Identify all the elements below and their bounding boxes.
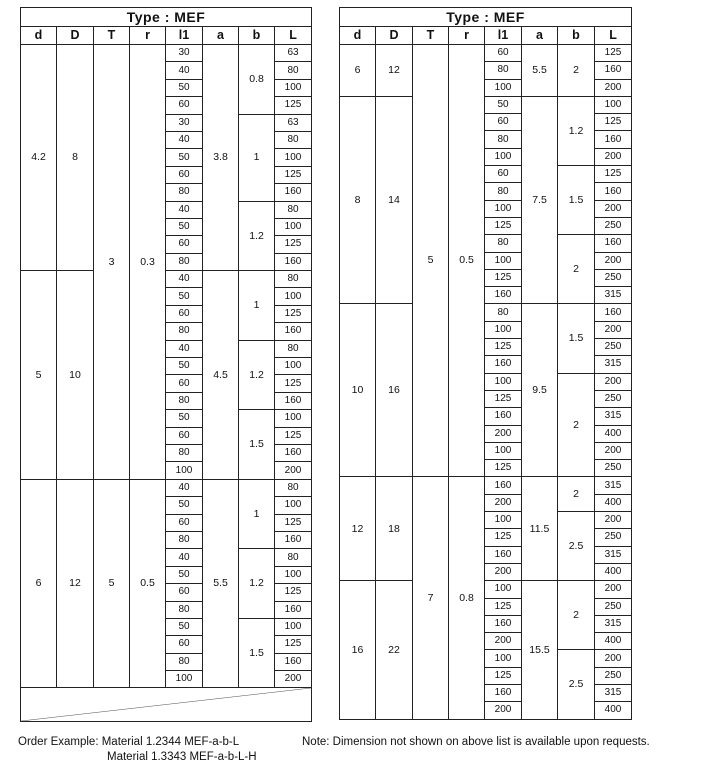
cell-b: 1 xyxy=(239,114,275,201)
cell-L: 250 xyxy=(595,217,632,234)
cell-d: 5 xyxy=(21,271,57,480)
cell-l1: 40 xyxy=(166,479,203,496)
column-header-a: a xyxy=(522,27,558,45)
table-row xyxy=(340,477,632,494)
cell-L: 125 xyxy=(275,305,312,322)
cell-L: 200 xyxy=(595,442,632,459)
cell-l1: 50 xyxy=(166,288,203,305)
cell-l1: 80 xyxy=(166,392,203,409)
cell-L: 250 xyxy=(595,269,632,286)
cell-L: 100 xyxy=(275,566,312,583)
cell-D: 10 xyxy=(57,271,94,480)
cell-d: 12 xyxy=(340,477,376,581)
cell-l1: 60 xyxy=(166,427,203,444)
cell-r: 0.8 xyxy=(449,477,485,719)
cell-l1: 200 xyxy=(485,633,522,650)
cell-l1: 80 xyxy=(166,601,203,618)
cell-L: 80 xyxy=(275,479,312,496)
cell-l1: 125 xyxy=(485,667,522,684)
column-header-a: a xyxy=(203,27,239,45)
cell-L: 100 xyxy=(595,96,632,113)
cell-L: 100 xyxy=(275,79,312,96)
cell-l1: 40 xyxy=(166,201,203,218)
cell-l1: 80 xyxy=(485,304,522,321)
cell-L: 160 xyxy=(275,253,312,270)
cell-l1: 60 xyxy=(166,236,203,253)
cell-l1: 80 xyxy=(166,323,203,340)
cell-l1: 30 xyxy=(166,45,203,62)
cell-l1: 160 xyxy=(485,615,522,632)
cell-l1: 125 xyxy=(485,460,522,477)
cell-l1: 80 xyxy=(485,183,522,200)
cell-l1: 160 xyxy=(485,356,522,373)
column-header-l1: l1 xyxy=(485,27,522,45)
cell-d: 10 xyxy=(340,304,376,477)
mef-table-left xyxy=(20,7,312,722)
cell-l1: 160 xyxy=(485,477,522,494)
cell-L: 200 xyxy=(595,148,632,165)
cell-l1: 125 xyxy=(485,390,522,407)
column-header-d: d xyxy=(340,27,376,45)
cell-b: 1 xyxy=(239,271,275,341)
cell-l1: 80 xyxy=(166,444,203,461)
cell-L: 160 xyxy=(275,392,312,409)
cell-l1: 60 xyxy=(166,584,203,601)
cell-L: 200 xyxy=(595,512,632,529)
cell-L: 125 xyxy=(275,166,312,183)
table-title: Type : MEF xyxy=(21,8,312,27)
cell-l1: 100 xyxy=(485,512,522,529)
cell-l1: 60 xyxy=(166,166,203,183)
cell-l1: 60 xyxy=(166,97,203,114)
cell-L: 100 xyxy=(275,218,312,235)
cell-l1: 80 xyxy=(166,253,203,270)
cell-b: 2.5 xyxy=(558,512,595,581)
cell-T: 5 xyxy=(413,45,449,477)
cell-L: 100 xyxy=(275,358,312,375)
cell-L: 80 xyxy=(275,340,312,357)
cell-d: 6 xyxy=(340,45,376,97)
cell-b: 1.2 xyxy=(239,340,275,410)
cell-L: 160 xyxy=(595,62,632,79)
table-row xyxy=(21,45,312,62)
cell-a: 5.5 xyxy=(203,479,239,688)
cell-l1: 125 xyxy=(485,339,522,356)
cell-l1: 80 xyxy=(485,131,522,148)
cell-l1: 160 xyxy=(485,408,522,425)
cell-d: 6 xyxy=(21,479,57,688)
column-header-l: L xyxy=(595,27,632,45)
cell-L: 315 xyxy=(595,477,632,494)
cell-l1: 40 xyxy=(166,62,203,79)
cell-L: 160 xyxy=(595,131,632,148)
column-header-d: D xyxy=(376,27,413,45)
cell-b: 2 xyxy=(558,235,595,304)
cell-b: 2 xyxy=(558,581,595,650)
table-title: Type : MEF xyxy=(340,8,632,27)
column-header-d: d xyxy=(21,27,57,45)
cell-l1: 80 xyxy=(166,184,203,201)
cell-L: 100 xyxy=(275,149,312,166)
cell-b: 1 xyxy=(239,479,275,549)
cell-l1: 100 xyxy=(485,148,522,165)
cell-l1: 200 xyxy=(485,425,522,442)
cell-L: 125 xyxy=(275,236,312,253)
cell-L: 160 xyxy=(595,235,632,252)
cell-l1: 100 xyxy=(485,373,522,390)
table-row xyxy=(21,479,312,496)
cell-l1: 80 xyxy=(485,235,522,252)
table-row xyxy=(340,45,632,62)
column-header-r: r xyxy=(130,27,166,45)
cell-l1: 160 xyxy=(485,684,522,701)
cell-l1: 100 xyxy=(485,581,522,598)
cell-L: 250 xyxy=(595,598,632,615)
cell-r: 0.5 xyxy=(449,45,485,477)
cell-d: 8 xyxy=(340,96,376,304)
cell-L: 250 xyxy=(595,390,632,407)
cell-l1: 160 xyxy=(485,287,522,304)
cell-L: 160 xyxy=(595,304,632,321)
column-header-t: T xyxy=(94,27,130,45)
cell-L: 125 xyxy=(595,45,632,62)
cell-l1: 100 xyxy=(166,462,203,479)
cell-L: 125 xyxy=(275,97,312,114)
cell-a: 7.5 xyxy=(522,96,558,304)
diagonal-line xyxy=(21,688,311,721)
cell-l1: 200 xyxy=(485,702,522,719)
cell-L: 125 xyxy=(275,375,312,392)
cell-a: 5.5 xyxy=(522,45,558,97)
cell-d: 16 xyxy=(340,581,376,719)
cell-l1: 80 xyxy=(166,653,203,670)
cell-L: 160 xyxy=(595,183,632,200)
cell-a: 4.5 xyxy=(203,271,239,480)
cell-D: 22 xyxy=(376,581,413,719)
cell-l1: 60 xyxy=(485,166,522,183)
cell-b: 1.5 xyxy=(239,410,275,480)
availability-note: Note: Dimension not shown on above list is available upon requests. xyxy=(302,736,650,748)
column-header-l1: l1 xyxy=(166,27,203,45)
cell-l1: 30 xyxy=(166,114,203,131)
cell-L: 200 xyxy=(595,200,632,217)
cell-L: 250 xyxy=(595,339,632,356)
cell-l1: 50 xyxy=(166,566,203,583)
cell-L: 160 xyxy=(275,184,312,201)
cell-b: 0.8 xyxy=(239,45,275,115)
cell-l1: 100 xyxy=(166,671,203,688)
cell-L: 125 xyxy=(275,427,312,444)
cell-l1: 60 xyxy=(166,305,203,322)
cell-l1: 50 xyxy=(166,618,203,635)
cell-L: 400 xyxy=(595,425,632,442)
cell-L: 160 xyxy=(275,531,312,548)
cell-l1: 200 xyxy=(485,563,522,580)
column-header-b: b xyxy=(558,27,595,45)
cell-l1: 80 xyxy=(166,531,203,548)
cell-L: 100 xyxy=(275,497,312,514)
table-row xyxy=(21,271,312,288)
cell-b: 1.2 xyxy=(239,549,275,619)
cell-l1: 100 xyxy=(485,442,522,459)
cell-L: 100 xyxy=(275,618,312,635)
cell-L: 400 xyxy=(595,633,632,650)
cell-L: 125 xyxy=(595,166,632,183)
cell-a: 15.5 xyxy=(522,581,558,719)
cell-L: 315 xyxy=(595,356,632,373)
cell-L: 315 xyxy=(595,408,632,425)
cell-l1: 40 xyxy=(166,131,203,148)
cell-L: 100 xyxy=(275,288,312,305)
cell-l1: 50 xyxy=(166,149,203,166)
cell-L: 125 xyxy=(275,514,312,531)
cell-L: 400 xyxy=(595,563,632,580)
cell-L: 200 xyxy=(595,79,632,96)
cell-L: 200 xyxy=(595,373,632,390)
cell-b: 1.5 xyxy=(558,166,595,235)
cell-l1: 100 xyxy=(485,252,522,269)
cell-L: 80 xyxy=(275,549,312,566)
mef-table-right xyxy=(339,7,632,720)
cell-b: 1.5 xyxy=(558,304,595,373)
cell-L: 200 xyxy=(275,671,312,688)
cell-L: 250 xyxy=(595,460,632,477)
order-example-line-1: Order Example: Material 1.2344 MEF-a-b-L xyxy=(18,736,240,748)
cell-l1: 80 xyxy=(485,62,522,79)
column-header-r: r xyxy=(449,27,485,45)
cell-L: 200 xyxy=(595,321,632,338)
order-example-line-2: Material 1.3343 MEF-a-b-L-H xyxy=(107,751,257,763)
cell-L: 400 xyxy=(595,494,632,511)
cell-T: 3 xyxy=(94,45,130,480)
cell-T: 5 xyxy=(94,479,130,688)
cell-l1: 50 xyxy=(166,79,203,96)
cell-l1: 125 xyxy=(485,269,522,286)
cell-a: 3.8 xyxy=(203,45,239,271)
cell-l1: 100 xyxy=(485,79,522,96)
cell-L: 200 xyxy=(595,252,632,269)
cell-l1: 60 xyxy=(166,375,203,392)
cell-L: 100 xyxy=(275,410,312,427)
cell-L: 200 xyxy=(595,581,632,598)
cell-b: 1.2 xyxy=(239,201,275,271)
cell-L: 63 xyxy=(275,114,312,131)
cell-b: 2 xyxy=(558,373,595,477)
cell-b: 2.5 xyxy=(558,650,595,719)
cell-L: 160 xyxy=(275,444,312,461)
cell-a: 11.5 xyxy=(522,477,558,581)
cell-D: 8 xyxy=(57,45,94,271)
cell-r: 0.5 xyxy=(130,479,166,688)
cell-L: 80 xyxy=(275,62,312,79)
cell-L: 63 xyxy=(275,45,312,62)
cell-b: 2 xyxy=(558,477,595,512)
cell-l1: 60 xyxy=(166,636,203,653)
cell-D: 12 xyxy=(57,479,94,688)
cell-L: 80 xyxy=(275,131,312,148)
cell-a: 9.5 xyxy=(522,304,558,477)
cell-D: 18 xyxy=(376,477,413,581)
cell-L: 200 xyxy=(275,462,312,479)
cell-D: 16 xyxy=(376,304,413,477)
cell-l1: 40 xyxy=(166,340,203,357)
cell-L: 80 xyxy=(275,201,312,218)
cell-D: 14 xyxy=(376,96,413,304)
cell-L: 125 xyxy=(275,584,312,601)
table-row xyxy=(340,581,632,598)
cell-l1: 100 xyxy=(485,650,522,667)
cell-D: 12 xyxy=(376,45,413,97)
column-header-t: T xyxy=(413,27,449,45)
column-header-b: b xyxy=(239,27,275,45)
cell-L: 125 xyxy=(595,114,632,131)
cell-l1: 50 xyxy=(166,497,203,514)
cell-l1: 60 xyxy=(485,114,522,131)
cell-L: 160 xyxy=(275,323,312,340)
cell-l1: 50 xyxy=(166,218,203,235)
cell-b: 2 xyxy=(558,45,595,97)
cell-L: 160 xyxy=(275,653,312,670)
cell-L: 250 xyxy=(595,667,632,684)
cell-L: 315 xyxy=(595,546,632,563)
cell-l1: 125 xyxy=(485,598,522,615)
cell-L: 250 xyxy=(595,529,632,546)
cell-l1: 50 xyxy=(485,96,522,113)
cell-L: 160 xyxy=(275,601,312,618)
cell-l1: 100 xyxy=(485,321,522,338)
cell-L: 400 xyxy=(595,702,632,719)
column-header-l: L xyxy=(275,27,312,45)
column-header-d: D xyxy=(57,27,94,45)
cell-L: 200 xyxy=(595,650,632,667)
cell-L: 315 xyxy=(595,684,632,701)
cell-l1: 160 xyxy=(485,546,522,563)
cell-L: 315 xyxy=(595,287,632,304)
cell-l1: 50 xyxy=(166,410,203,427)
cell-d: 4.2 xyxy=(21,45,57,271)
cell-l1: 60 xyxy=(485,45,522,62)
cell-L: 80 xyxy=(275,271,312,288)
cell-l1: 50 xyxy=(166,358,203,375)
cell-r: 0.3 xyxy=(130,45,166,480)
cell-l1: 40 xyxy=(166,271,203,288)
cell-l1: 200 xyxy=(485,494,522,511)
cell-b: 1.5 xyxy=(239,618,275,688)
cell-L: 125 xyxy=(275,636,312,653)
cell-b: 1.2 xyxy=(558,96,595,165)
cell-L: 315 xyxy=(595,615,632,632)
cell-T: 7 xyxy=(413,477,449,719)
cell-l1: 125 xyxy=(485,529,522,546)
cell-l1: 40 xyxy=(166,549,203,566)
cell-l1: 100 xyxy=(485,200,522,217)
table-row xyxy=(340,96,632,113)
cell-l1: 60 xyxy=(166,514,203,531)
blank-diagonal-cell xyxy=(21,688,312,722)
table-row xyxy=(340,304,632,321)
cell-l1: 125 xyxy=(485,217,522,234)
